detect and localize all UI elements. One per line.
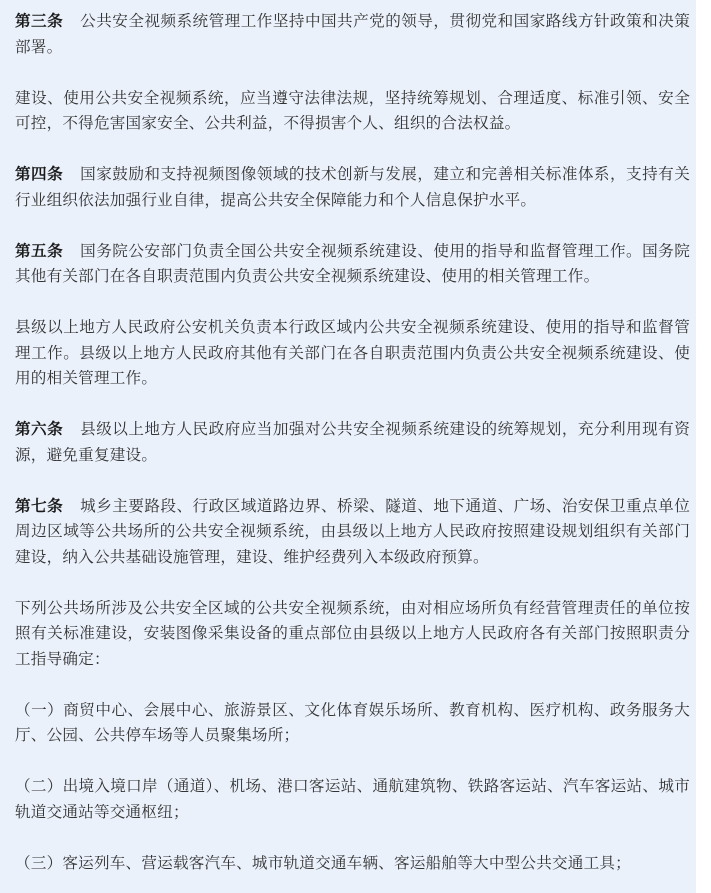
paragraph-article-5 — [15, 239, 690, 290]
article-number: 第六条 — [15, 420, 64, 438]
paragraph-article-6 — [15, 417, 690, 468]
paragraph-text: 县级以上地方人民政府公安机关负责本行政区域内公共安全视频系统建设、使用的指导和监督管理工作。县级以上地方人民政府其他有关部门在各自职责范围内负责公共安全视频系统建设、使用的相关管理工作。 — [15, 318, 690, 387]
paragraph-text: 下列公共场所涉及公共安全区域的公共安全视频系统，由对相应场所负有经营管理责任的单位按照有关标准建设，安装图像采集设备的重点部位由县级以上地方人民政府各有关部门按照职责分工指导确定： — [15, 598, 690, 668]
paragraph-text: 建设、使用公共安全视频系统，应当遵守法律法规，坚持统筹规划、合理适度、标准引领、安全可控，不得危害国家安全、公共利益，不得损害个人、组织的合法权益。 — [15, 88, 690, 132]
article-number: 第四条 — [15, 165, 64, 183]
list-item-3 — [15, 851, 690, 877]
paragraph-article-4 — [15, 162, 690, 213]
paragraph-text: 国务院公安部门负责全国公共安全视频系统建设、使用的指导和监督管理工作。国务院其他有关部门在各自职责范围内负责公共安全视频系统建设、使用的相关管理工作。 — [15, 241, 690, 285]
list-item-1 — [15, 698, 690, 749]
paragraph-text: 国家鼓励和支持视频图像领域的技术创新与发展，建立和完善相关标准体系，支持有关行业组织依法加强行业自律，提高公共安全保障能力和个人信息保护水平。 — [15, 165, 690, 209]
paragraph-article-7-clause-2 — [15, 596, 690, 673]
paragraph-text: 公共安全视频系统管理工作坚持中国共产党的领导，贯彻党和国家路线方针政策和决策部署。 — [15, 12, 690, 56]
article-number: 第五条 — [15, 241, 64, 260]
article-number: 第七条 — [15, 496, 64, 515]
paragraph-article-7 — [15, 494, 690, 571]
article-number: 第三条 — [15, 12, 64, 30]
paragraph-article-3-clause-2 — [15, 86, 690, 137]
paragraph-text: （三）客运列车、营运载客汽车、城市轨道交通车辆、客运船舶等大中型公共交通工具； — [15, 853, 631, 872]
list-item-2 — [15, 774, 690, 825]
paragraph-text: 城乡主要路段、行政区域道路边界、桥梁、隧道、地下通道、广场、治安保卫重点单位周边区域等公共场所的公共安全视频系统，由县级以上地方人民政府按照建设规划组织有关部门建设，纳入公共基础设施管理，建设、维护经费列入本级政府预算。 — [15, 496, 690, 566]
paragraph-text: 县级以上地方人民政府应当加强对公共安全视频系统建设的统筹规划，充分利用现有资源，避免重复建设。 — [15, 420, 690, 464]
paragraph-text: （一）商贸中心、会展中心、旅游景区、文化体育娱乐场所、教育机构、医疗机构、政务服务大厅、公园、公共停车场等人员聚集场所； — [15, 700, 690, 744]
paragraph-article-5-clause-2 — [15, 315, 690, 392]
paragraph-text: （二）出境入境口岸（通道）、机场、港口客运站、通航建筑物、铁路客运站、汽车客运站、城市轨道交通站等交通枢纽； — [15, 777, 690, 821]
paragraph-article-3 — [15, 9, 690, 60]
